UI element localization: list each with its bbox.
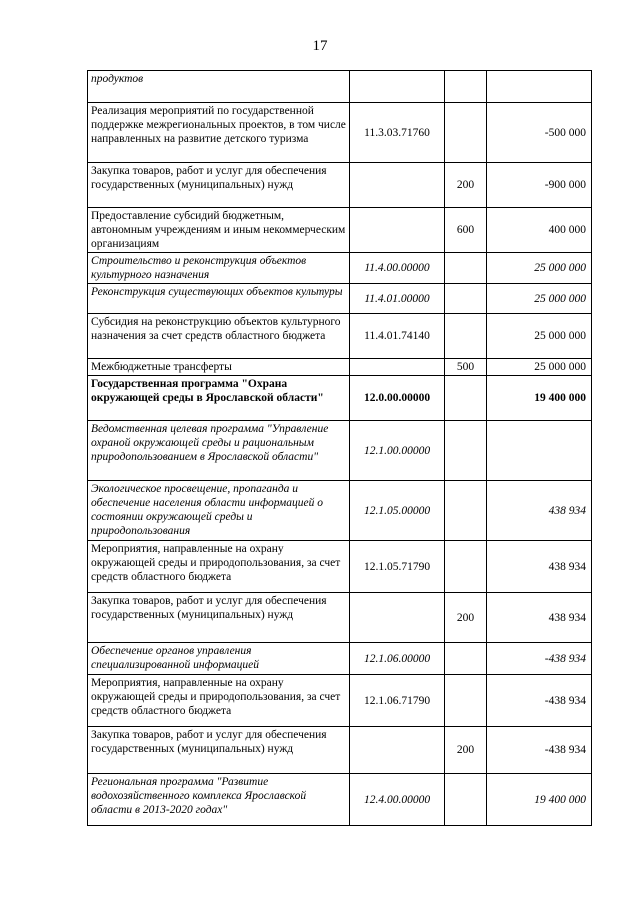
row-code-cell — [350, 71, 445, 103]
table-row — [88, 541, 592, 593]
table-row — [88, 314, 592, 359]
row-type-cell — [445, 71, 487, 103]
row-code-cell — [350, 593, 445, 643]
table-row — [88, 675, 592, 727]
row-name-cell: Субсидия на реконструкцию объектов культурного назначения за счет средств областного бюджета — [88, 314, 350, 359]
row-code-cell: 12.1.05.00000 — [350, 481, 445, 541]
table-row — [88, 359, 592, 376]
row-sum-cell: 25 000 000 — [487, 359, 592, 376]
row-code-cell: 12.4.00.00000 — [350, 774, 445, 826]
row-sum-cell: -438 934 — [487, 727, 592, 774]
table-row — [88, 593, 592, 643]
row-type-cell — [445, 774, 487, 826]
row-type-cell: 200 — [445, 163, 487, 208]
row-code-cell — [350, 208, 445, 253]
table-row — [88, 71, 592, 103]
row-sum-cell: 438 934 — [487, 481, 592, 541]
table-row — [88, 376, 592, 421]
row-sum-cell: 25 000 000 — [487, 284, 592, 314]
row-name-cell: Реализация мероприятий по государственной поддержке межрегиональных проектов, в том числе направленных на развитие детского туризма — [88, 103, 350, 163]
row-type-cell: 200 — [445, 727, 487, 774]
table-row — [88, 643, 592, 675]
row-type-cell — [445, 421, 487, 481]
table-row — [88, 481, 592, 541]
table-row — [88, 253, 592, 284]
row-sum-cell: 25 000 000 — [487, 314, 592, 359]
row-name-cell: Государственная программа "Охрана окружающей среды в Ярославской области" — [88, 376, 350, 421]
row-type-cell — [445, 376, 487, 421]
budget-table — [87, 70, 592, 826]
row-code-cell: 11.4.00.00000 — [350, 253, 445, 284]
row-name-cell: продуктов — [88, 71, 350, 103]
row-type-cell: 600 — [445, 208, 487, 253]
table-row — [88, 421, 592, 481]
row-code-cell: 12.1.00.00000 — [350, 421, 445, 481]
row-type-cell — [445, 284, 487, 314]
row-code-cell: 12.1.06.00000 — [350, 643, 445, 675]
budget-table-body — [88, 71, 592, 826]
row-sum-cell: -900 000 — [487, 163, 592, 208]
row-type-cell — [445, 481, 487, 541]
row-sum-cell: 400 000 — [487, 208, 592, 253]
row-type-cell — [445, 253, 487, 284]
row-sum-cell: 19 400 000 — [487, 774, 592, 826]
row-name-cell: Закупка товаров, работ и услуг для обеспечения государственных (муниципальных) нужд — [88, 727, 350, 774]
row-type-cell: 500 — [445, 359, 487, 376]
row-code-cell — [350, 163, 445, 208]
row-sum-cell: 438 934 — [487, 593, 592, 643]
row-sum-cell — [487, 421, 592, 481]
row-sum-cell: -438 934 — [487, 675, 592, 727]
row-type-cell — [445, 643, 487, 675]
page-number: 17 — [312, 38, 328, 54]
row-sum-cell — [487, 71, 592, 103]
row-type-cell — [445, 541, 487, 593]
row-name-cell: Межбюджетные трансферты — [88, 359, 350, 376]
row-code-cell: 12.1.05.71790 — [350, 541, 445, 593]
row-name-cell: Ведомственная целевая программа "Управление охраной окружающей среды и рациональным природопользованием в Ярославской области" — [88, 421, 350, 481]
row-name-cell: Мероприятия, направленные на охрану окружающей среды и природопользования, за счет средств областного бюджета — [88, 675, 350, 727]
row-name-cell: Строительство и реконструкция объектов культурного назначения — [88, 253, 350, 284]
row-name-cell: Реконструкция существующих объектов культуры — [88, 284, 350, 314]
row-name-cell: Предоставление субсидий бюджетным, автономным учреждениям и иным некоммерческим организациям — [88, 208, 350, 253]
row-name-cell: Обеспечение органов управления специализированной информацией — [88, 643, 350, 675]
table-row — [88, 163, 592, 208]
table-row — [88, 774, 592, 826]
row-type-cell — [445, 675, 487, 727]
row-code-cell: 11.3.03.71760 — [350, 103, 445, 163]
row-name-cell: Мероприятия, направленные на охрану окружающей среды и природопользования, за счет средств областного бюджета — [88, 541, 350, 593]
row-type-cell — [445, 103, 487, 163]
table-row — [88, 727, 592, 774]
row-code-cell: 12.1.06.71790 — [350, 675, 445, 727]
row-type-cell: 200 — [445, 593, 487, 643]
row-code-cell: 11.4.01.74140 — [350, 314, 445, 359]
row-name-cell: Закупка товаров, работ и услуг для обеспечения государственных (муниципальных) нужд — [88, 163, 350, 208]
row-code-cell: 11.4.01.00000 — [350, 284, 445, 314]
row-sum-cell: 19 400 000 — [487, 376, 592, 421]
row-sum-cell: -500 000 — [487, 103, 592, 163]
row-sum-cell: 25 000 000 — [487, 253, 592, 284]
row-type-cell — [445, 314, 487, 359]
row-code-cell — [350, 359, 445, 376]
row-name-cell: Закупка товаров, работ и услуг для обеспечения государственных (муниципальных) нужд — [88, 593, 350, 643]
row-code-cell: 12.0.00.00000 — [350, 376, 445, 421]
table-row — [88, 284, 592, 314]
table-row — [88, 103, 592, 163]
row-name-cell: Региональная программа "Развитие водохозяйственного комплекса Ярославской области в 2013-2020 годах" — [88, 774, 350, 826]
table-row — [88, 208, 592, 253]
row-code-cell — [350, 727, 445, 774]
row-sum-cell: 438 934 — [487, 541, 592, 593]
row-name-cell: Экологическое просвещение, пропаганда и обеспечение населения области информацией о состоянии окружающей среды и природопользования — [88, 481, 350, 541]
row-sum-cell: -438 934 — [487, 643, 592, 675]
